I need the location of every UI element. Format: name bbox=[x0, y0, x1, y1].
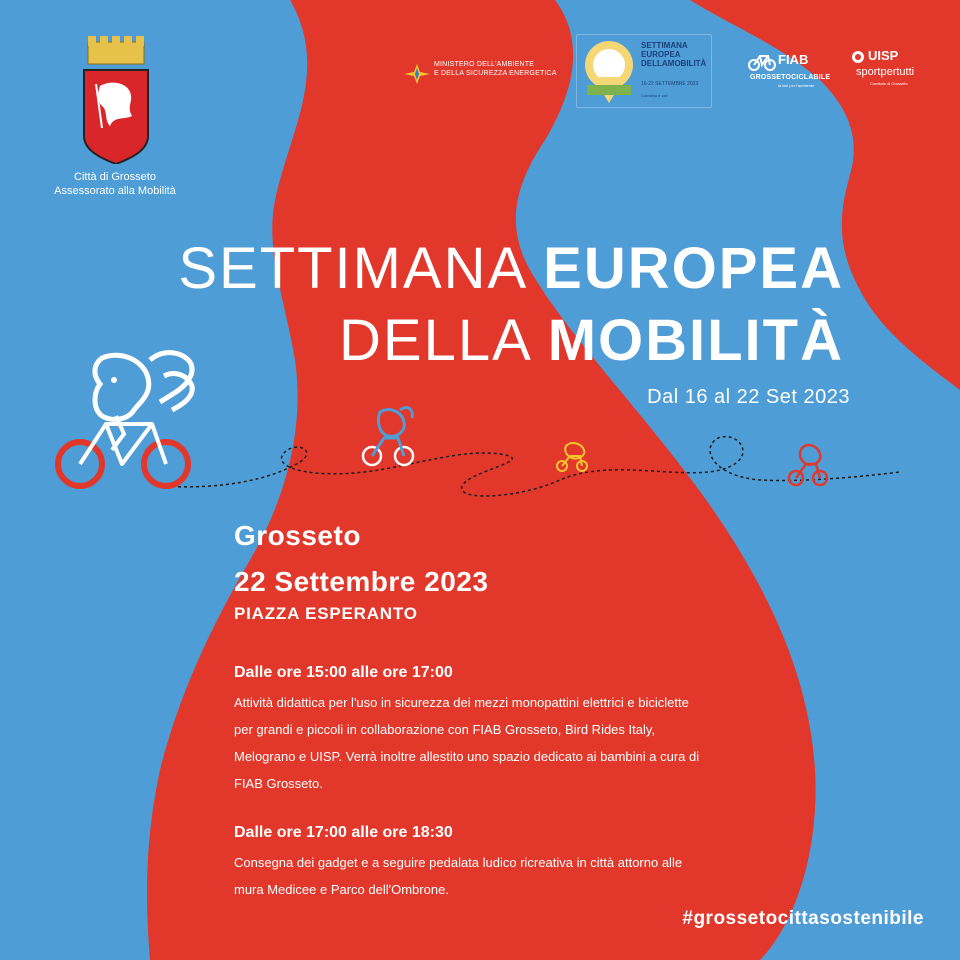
fiab-bike-icon bbox=[748, 52, 776, 72]
city-caption-line2: Assessorato alla Mobilità bbox=[54, 185, 176, 197]
uisp-sport: sportpertutti bbox=[856, 66, 915, 78]
sem-tagline: Combina e vai! bbox=[641, 93, 668, 98]
small-bike-blue-icon bbox=[363, 408, 413, 465]
slot-2-description bbox=[234, 849, 794, 903]
fiab-name: FIAB bbox=[778, 52, 809, 67]
slot-2-line: mura Medicee e Parco dell'Ombrone. bbox=[234, 882, 449, 897]
bikes-illustration bbox=[0, 330, 960, 510]
sem-line2: EUROPEA bbox=[641, 50, 681, 59]
fiab-sub: GROSSETOCICLABILE bbox=[750, 74, 831, 81]
uisp-mark-icon bbox=[850, 50, 866, 64]
uisp-sub: Comitato di Grosseto bbox=[870, 81, 908, 86]
city-caption bbox=[40, 170, 190, 198]
title-dates: Dal 16 al 22 Set 2023 bbox=[647, 386, 850, 408]
sem-line1: SETTIMANA bbox=[641, 41, 688, 50]
ministero-star-icon bbox=[404, 64, 430, 84]
fiab-tagline: la bici per l'ambiente bbox=[778, 83, 815, 88]
sem-pin-icon bbox=[579, 37, 639, 107]
ministero-logo bbox=[404, 60, 564, 88]
slot-2-time: Dalle ore 17:00 alle ore 18:30 bbox=[234, 824, 453, 841]
city-caption-line1: Città di Grosseto bbox=[74, 171, 156, 183]
event-city: Grosseto bbox=[234, 520, 361, 551]
event-venue: PIAZZA ESPERANTO bbox=[234, 604, 418, 623]
slot-1-time: Dalle ore 15:00 alle ore 17:00 bbox=[234, 664, 453, 681]
uisp-logo bbox=[850, 48, 930, 94]
ministero-line2: E DELLA SICUREZZA ENERGETICA bbox=[434, 70, 557, 77]
slot-1-line: Melograno e UISP. Verrà inoltre allestito uno spazio dedicato ai bambini a cura di bbox=[234, 749, 700, 764]
slot-1-description bbox=[234, 689, 794, 797]
big-bike-icon bbox=[58, 353, 192, 486]
sem-line3: DELLAMOBILITÀ bbox=[641, 59, 707, 68]
slot-1-line: Attività didattica per l'uso in sicurezza dei mezzi monopattini elettrici e biciclette bbox=[234, 695, 689, 710]
title-line-1 bbox=[178, 238, 844, 300]
grosseto-crest-icon bbox=[80, 36, 152, 164]
slot-1-line: per grandi e piccoli in collaborazione con FIAB Grosseto, Bird Rides Italy, bbox=[234, 722, 656, 737]
sem-dates: 16-22 SETTEMBRE 2023 bbox=[641, 81, 699, 87]
fiab-logo bbox=[748, 50, 834, 92]
event-date: 22 Settembre 2023 bbox=[234, 566, 489, 597]
title-line2-bold: MOBILITÀ bbox=[547, 308, 844, 373]
title-line1-bold: EUROPEA bbox=[543, 236, 844, 301]
hashtag: #grossetocittasostenibile bbox=[682, 908, 924, 929]
ministero-line1: MINISTERO DELL'AMBIENTE bbox=[434, 61, 535, 68]
small-bike-yellow-icon bbox=[557, 443, 587, 471]
slot-1-line: FIAB Grosseto. bbox=[234, 776, 323, 791]
uisp-name: UISP bbox=[868, 48, 899, 63]
dotted-path bbox=[160, 437, 900, 496]
sem-logo bbox=[576, 34, 712, 108]
slot-2-line: Consegna dei gadget e a seguire pedalata ludico ricreativa in città attorno alle bbox=[234, 855, 683, 870]
title-line2-light: DELLA bbox=[339, 308, 530, 373]
title-line1-light: SETTIMANA bbox=[178, 236, 526, 301]
